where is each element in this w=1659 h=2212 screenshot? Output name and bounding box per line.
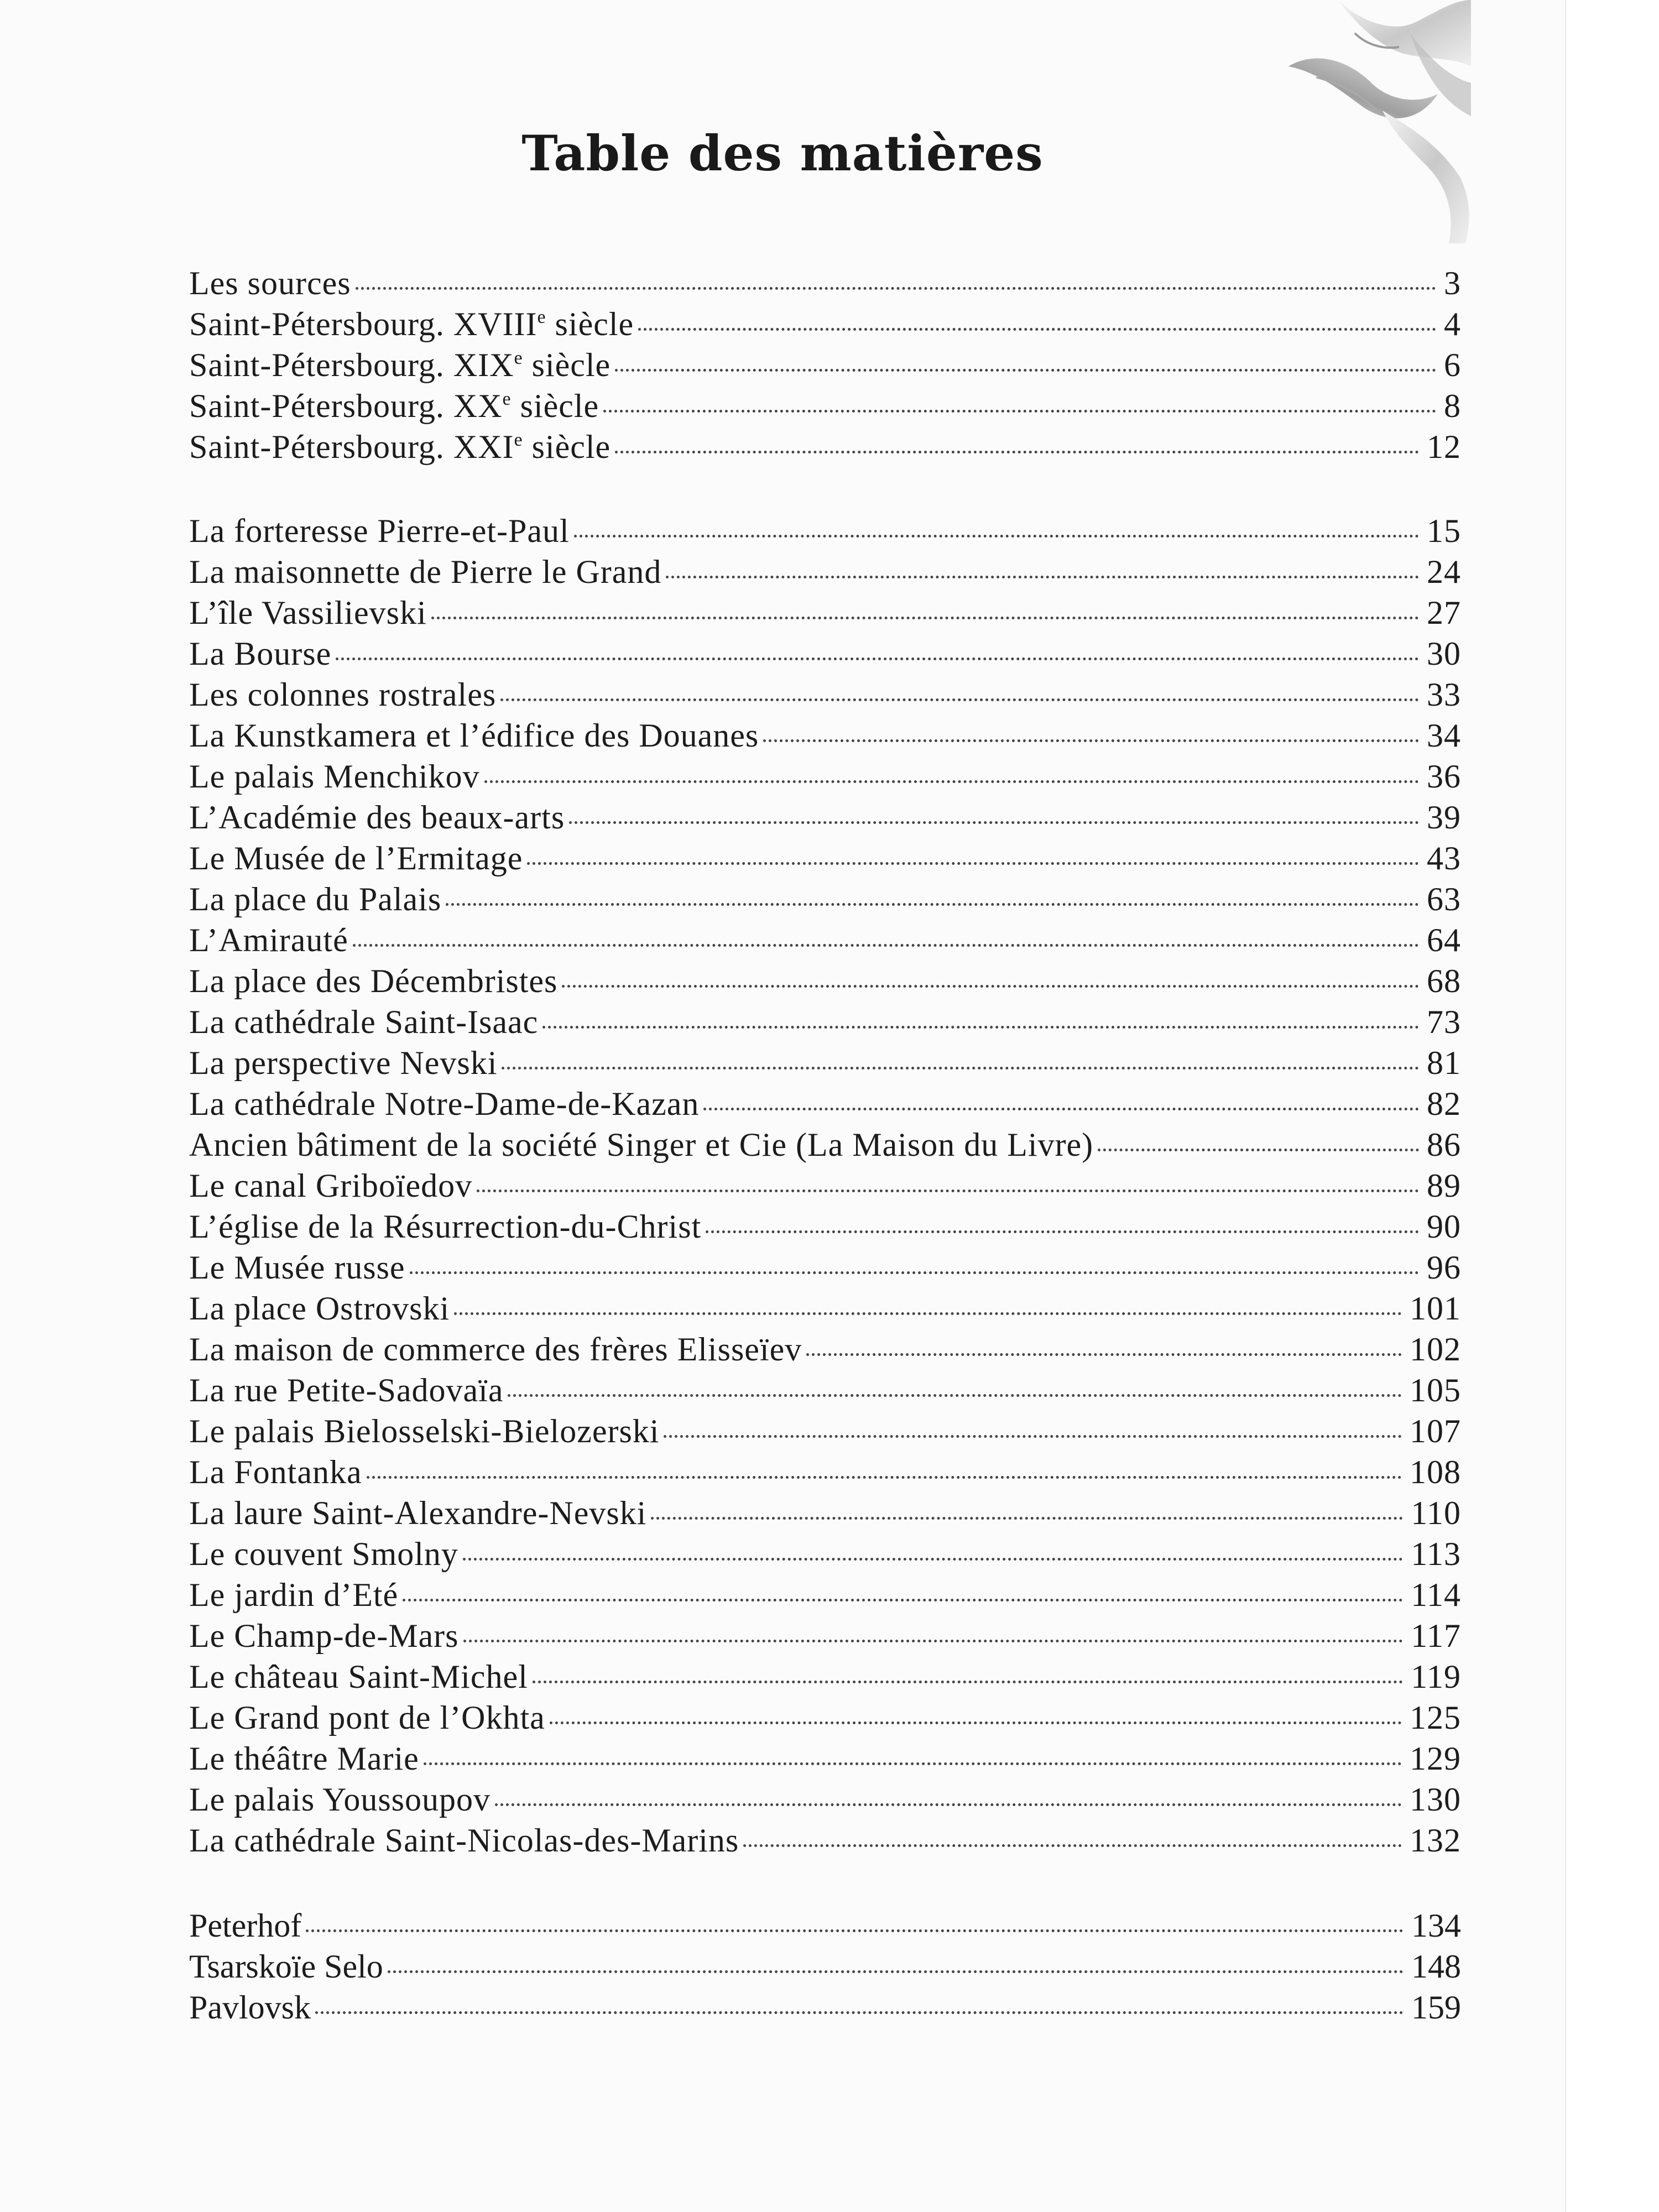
entry-title: Tsarskoïe Selo <box>189 1948 383 1985</box>
page-title: Table des matières <box>521 124 1044 182</box>
dot-leader <box>651 1517 1403 1520</box>
entry-title: La place des Décembristes <box>189 963 558 999</box>
toc-entry[interactable] <box>189 633 1461 674</box>
page-number: 64 <box>1427 922 1461 958</box>
entry-title: Ancien bâtiment de la société Singer et Cie (La Maison du Livre) <box>189 1126 1094 1163</box>
dot-leader <box>356 287 1436 290</box>
entry-title: La laure Saint-Alexandre-Nevski <box>189 1495 647 1531</box>
toc-entry[interactable] <box>189 1042 1461 1083</box>
dot-leader <box>533 1681 1403 1683</box>
entry-title: Le théâtre Marie <box>189 1740 419 1777</box>
toc-entry[interactable] <box>189 1697 1461 1738</box>
entry-title: L’église de la Résurrection-du-Christ <box>189 1208 702 1245</box>
toc-entry[interactable] <box>189 838 1461 879</box>
toc-entry[interactable] <box>189 1820 1461 1861</box>
page-number: 30 <box>1427 635 1461 672</box>
entry-title: Saint-Pétersbourg. XIXe siècle <box>189 347 611 383</box>
toc-group-outskirts <box>189 1905 1461 2028</box>
page-number: 86 <box>1427 1126 1461 1163</box>
toc-entry[interactable] <box>189 1615 1461 1656</box>
entry-title: Saint-Pétersbourg. XXIe siècle <box>189 429 611 465</box>
dot-leader <box>743 1844 1402 1847</box>
page-number: 63 <box>1427 881 1461 917</box>
toc-entry[interactable] <box>189 1329 1461 1370</box>
entry-title: La Kunstkamera et l’édifice des Douanes <box>189 717 759 754</box>
page-number: 15 <box>1427 513 1461 549</box>
page-number: 113 <box>1411 1536 1461 1572</box>
dot-leader <box>615 451 1419 453</box>
dot-leader <box>306 1929 1404 1932</box>
entry-title: Le Grand pont de l’Okhta <box>189 1699 545 1736</box>
page-number: 4 <box>1444 306 1461 342</box>
page-number: 90 <box>1427 1208 1461 1245</box>
toc-entry[interactable] <box>189 1370 1461 1411</box>
toc-entry[interactable] <box>189 263 1461 304</box>
entry-title: Le palais Bielosselski-Bielozerski <box>189 1413 660 1449</box>
page-number: 110 <box>1411 1495 1461 1531</box>
toc-entry[interactable] <box>189 1083 1461 1124</box>
corner-ornament <box>1029 0 1471 243</box>
toc-entry[interactable] <box>189 961 1461 1001</box>
entry-title: L’île Vassilievski <box>189 594 427 631</box>
entry-title: Le Musée russe <box>189 1249 405 1286</box>
dot-leader <box>315 2011 1404 2014</box>
entry-title: Le palais Menchikov <box>189 758 480 795</box>
dot-leader <box>484 780 1419 783</box>
toc-entry[interactable] <box>189 345 1461 385</box>
page-number: 81 <box>1427 1045 1461 1081</box>
page-number: 6 <box>1444 347 1461 383</box>
page-number: 101 <box>1410 1290 1461 1327</box>
toc-group-history <box>189 263 1461 467</box>
dot-leader <box>463 1640 1404 1642</box>
entry-title: La place du Palais <box>189 881 442 917</box>
toc-entry[interactable] <box>189 797 1461 838</box>
page-number: 130 <box>1410 1781 1461 1818</box>
dot-leader <box>550 1721 1402 1724</box>
toc-entry[interactable] <box>189 756 1461 797</box>
entry-title: La maisonnette de Pierre le Grand <box>189 554 662 590</box>
entry-title: La cathédrale Saint-Nicolas-des-Marins <box>189 1822 739 1859</box>
page-number: 134 <box>1411 1907 1461 1944</box>
dot-leader <box>574 535 1419 538</box>
dot-leader <box>806 1353 1402 1356</box>
page-number: 34 <box>1427 717 1461 754</box>
page-number: 107 <box>1410 1413 1461 1449</box>
dot-leader <box>527 862 1419 865</box>
dot-leader <box>706 1230 1419 1233</box>
dot-leader <box>508 1394 1402 1397</box>
dot-leader <box>666 576 1419 578</box>
page-number: 129 <box>1410 1740 1461 1777</box>
toc-entry[interactable] <box>189 426 1461 467</box>
dot-leader <box>763 739 1419 742</box>
toc-entry[interactable] <box>189 1452 1461 1493</box>
entry-title: La rue Petite-Sadovaïa <box>189 1372 504 1408</box>
entry-title: Pavlovsk <box>189 1989 311 2026</box>
page-number: 105 <box>1410 1372 1461 1408</box>
entry-title: Le palais Youssoupov <box>189 1781 491 1818</box>
entry-title: Peterhof <box>189 1907 302 1944</box>
page-number: 117 <box>1411 1618 1461 1654</box>
page-number: 119 <box>1411 1658 1461 1695</box>
dot-leader <box>454 1312 1402 1315</box>
page-number: 73 <box>1427 1004 1461 1040</box>
toc-entry[interactable] <box>189 1533 1461 1574</box>
page-number: 132 <box>1410 1822 1461 1859</box>
dot-leader <box>603 410 1436 413</box>
entry-title: La maison de commerce des frères Elisseïev <box>189 1331 802 1368</box>
toc-entry[interactable] <box>189 385 1461 426</box>
page-number: 39 <box>1427 799 1461 836</box>
entry-title: Les colonnes rostrales <box>189 676 497 713</box>
toc-entry[interactable] <box>189 715 1461 756</box>
toc-group-sites <box>189 510 1461 1861</box>
dot-leader <box>502 1067 1419 1070</box>
page-number: 159 <box>1411 1989 1461 2026</box>
toc-entry[interactable] <box>189 1206 1461 1247</box>
entry-title: Le jardin d’Eté <box>189 1577 399 1613</box>
dot-leader <box>664 1435 1402 1438</box>
entry-title: Le Champ-de-Mars <box>189 1618 459 1654</box>
entry-title: Saint-Pétersbourg. XVIIIe siècle <box>189 306 634 342</box>
dot-leader <box>353 944 1419 947</box>
entry-title: La cathédrale Notre-Dame-de-Kazan <box>189 1086 700 1122</box>
page-number: 43 <box>1427 840 1461 877</box>
dot-leader <box>569 821 1419 824</box>
entry-title: L’Académie des beaux-arts <box>189 799 565 836</box>
dot-leader <box>463 1558 1403 1561</box>
toc-entry[interactable] <box>189 1779 1461 1820</box>
page-number: 36 <box>1427 758 1461 795</box>
toc-entry[interactable] <box>189 1124 1461 1165</box>
toc-entry[interactable] <box>189 879 1461 920</box>
page-number: 89 <box>1427 1167 1461 1204</box>
entry-title: Saint-Pétersbourg. XXe siècle <box>189 388 599 424</box>
entry-title: Les sources <box>189 265 351 301</box>
entry-title: La cathédrale Saint-Isaac <box>189 1004 539 1040</box>
page-number: 8 <box>1444 388 1461 424</box>
toc-entry[interactable] <box>189 1493 1461 1533</box>
dot-leader <box>562 985 1419 988</box>
page-number: 114 <box>1411 1577 1461 1613</box>
toc-entry[interactable] <box>189 1738 1461 1779</box>
page-number: 33 <box>1427 676 1461 713</box>
dot-leader <box>615 369 1436 372</box>
page-number: 108 <box>1410 1454 1461 1490</box>
entry-title: L’Amirauté <box>189 922 348 958</box>
toc-entry[interactable] <box>189 1905 1461 1946</box>
toc-entry[interactable] <box>189 1411 1461 1452</box>
entry-title: Le château Saint-Michel <box>189 1658 528 1695</box>
entry-title: Le Musée de l’Ermitage <box>189 840 523 877</box>
toc-entry[interactable] <box>189 1247 1461 1288</box>
page-number: 125 <box>1410 1699 1461 1736</box>
toc-entry[interactable] <box>189 1946 1461 1987</box>
toc-entry[interactable] <box>189 1656 1461 1697</box>
page-number: 12 <box>1427 429 1461 465</box>
dot-leader <box>431 617 1419 619</box>
dot-leader <box>477 1190 1419 1192</box>
toc-entry[interactable] <box>189 1574 1461 1615</box>
dot-leader <box>500 698 1419 701</box>
dot-leader <box>446 903 1419 906</box>
toc-entry[interactable] <box>189 1288 1461 1329</box>
entry-title: La Bourse <box>189 635 332 672</box>
dot-leader <box>1098 1149 1419 1151</box>
entry-title: La forteresse Pierre-et-Paul <box>189 513 570 549</box>
page-number: 24 <box>1427 554 1461 590</box>
entry-title: La place Ostrovski <box>189 1290 450 1327</box>
toc-entry[interactable] <box>189 920 1461 961</box>
dot-leader <box>542 1026 1419 1029</box>
page-number: 27 <box>1427 594 1461 631</box>
entry-title: Le couvent Smolny <box>189 1536 458 1572</box>
toc-entry[interactable] <box>189 510 1461 551</box>
dot-leader <box>403 1599 1403 1601</box>
entry-title: La perspective Nevski <box>189 1045 498 1081</box>
toc-entry[interactable] <box>189 304 1461 345</box>
page-number: 68 <box>1427 963 1461 999</box>
page-number: 96 <box>1427 1249 1461 1286</box>
dot-leader <box>410 1271 1419 1274</box>
toc-entry[interactable] <box>189 1165 1461 1206</box>
page-number: 3 <box>1444 265 1461 301</box>
page-number: 148 <box>1411 1948 1461 1985</box>
table-of-contents <box>189 263 1461 2028</box>
dot-leader <box>495 1803 1402 1806</box>
toc-entry[interactable] <box>189 1001 1461 1042</box>
dot-leader <box>367 1476 1402 1479</box>
page-number: 82 <box>1427 1086 1461 1122</box>
toc-entry[interactable] <box>189 1987 1461 2028</box>
toc-entry[interactable] <box>189 592 1461 633</box>
toc-entry[interactable] <box>189 674 1461 715</box>
dot-leader <box>703 1108 1419 1110</box>
dot-leader <box>388 1970 1404 1973</box>
dot-leader <box>638 328 1436 331</box>
toc-entry[interactable] <box>189 551 1461 592</box>
entry-title: Le canal Griboïedov <box>189 1167 473 1204</box>
entry-title: La Fontanka <box>189 1454 362 1490</box>
dot-leader <box>424 1762 1402 1765</box>
page-number: 102 <box>1410 1331 1461 1368</box>
dot-leader <box>336 658 1419 660</box>
